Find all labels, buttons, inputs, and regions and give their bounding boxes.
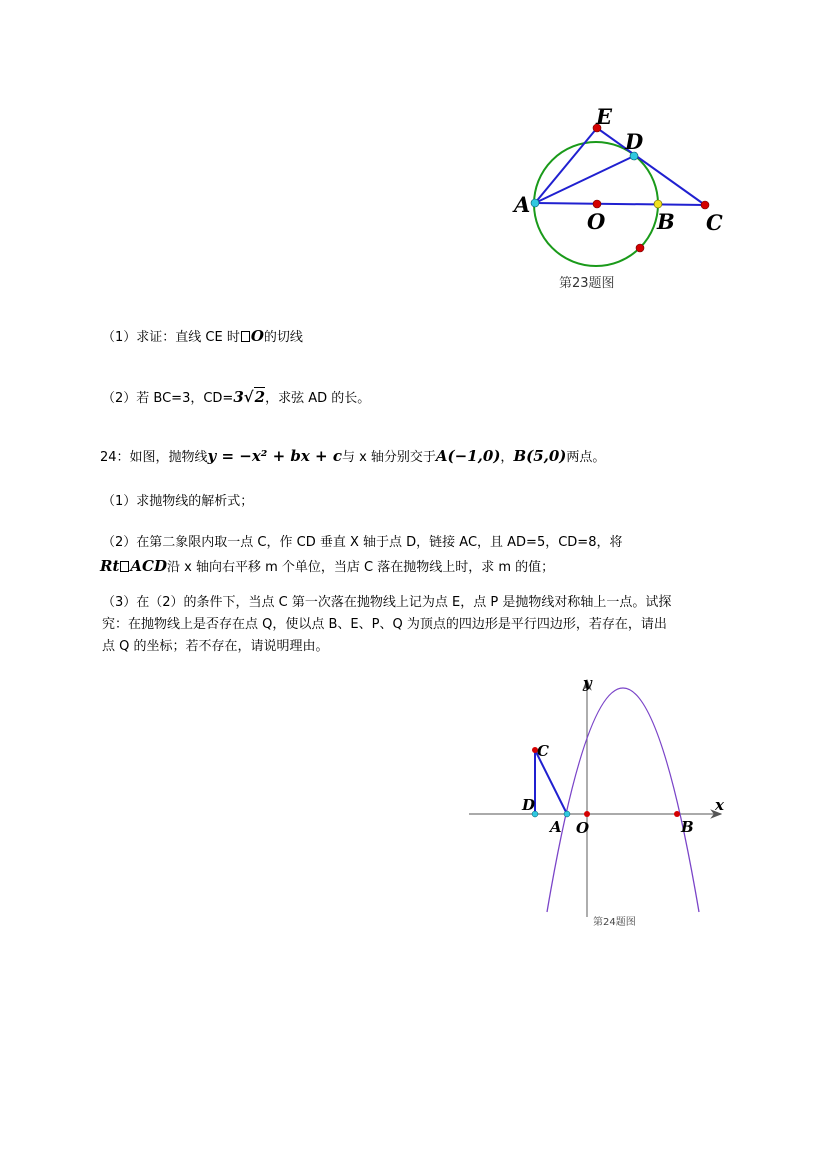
figure-24 bbox=[465, 672, 735, 937]
q23-part1-suffix: 的切线 bbox=[263, 330, 303, 345]
label-d: D bbox=[625, 129, 644, 154]
q24-part2-line1: （2）在第二象限内取一点 C，作 CD 垂直 X 轴于点 D，链接 AC，且 AD=5，CD=8，将 bbox=[102, 535, 623, 550]
rt-symbol: Rt bbox=[100, 557, 120, 575]
figure-23 bbox=[500, 100, 740, 300]
segment-ae bbox=[535, 128, 597, 203]
point-c bbox=[701, 201, 709, 209]
label-o: O bbox=[587, 209, 606, 234]
q24-part3-line2: 究：在抛物线上是否存在点 Q，使以点 B、E、P、Q 为顶点的四边形是平行四边形，若存在，请出 bbox=[102, 617, 667, 632]
triangle-symbol bbox=[120, 561, 129, 572]
circle-name: O bbox=[250, 327, 264, 345]
label-o24: O bbox=[576, 819, 590, 837]
point-a bbox=[531, 199, 539, 207]
point-b-coords: B(5,0) bbox=[513, 447, 567, 465]
triangle-name: ACD bbox=[130, 557, 167, 575]
point-o bbox=[593, 200, 601, 208]
q24-part3-line1: （3）在（2）的条件下，当点 C 第一次落在抛物线上记为点 E，点 P 是抛物线对称轴上一点。试探 bbox=[102, 595, 672, 610]
q24-part2-line2 bbox=[100, 556, 554, 578]
label-b24: B bbox=[681, 818, 694, 836]
q24-part2-text: 沿 x 轴向右平移 m 个单位，当店 C 落在抛物线上时，求 m 的值； bbox=[167, 560, 555, 575]
label-x: x bbox=[715, 796, 724, 814]
q24-intro-suffix: 两点。 bbox=[566, 450, 606, 465]
label-a24: A bbox=[550, 818, 562, 836]
point-o24 bbox=[584, 811, 590, 817]
q23-part2 bbox=[102, 387, 370, 409]
label-d24: D bbox=[522, 796, 536, 814]
cd-value-radicand: 2 bbox=[254, 388, 266, 406]
label-y: y bbox=[583, 674, 592, 692]
parabola-curve bbox=[547, 688, 699, 912]
label-c: C bbox=[706, 210, 723, 235]
q23-part2-suffix: ，求弦 AD 的长。 bbox=[265, 391, 371, 406]
point-b bbox=[654, 200, 662, 208]
label-a: A bbox=[514, 192, 531, 217]
q24-intro-prefix: 24：如图，抛物线 bbox=[100, 450, 208, 465]
q23-part2-prefix: （2）若 BC=3，CD= bbox=[102, 391, 234, 406]
label-e: E bbox=[596, 104, 613, 129]
q24-part1: （1）求抛物线的解析式； bbox=[102, 494, 254, 509]
q24-part3-line3: 点 Q 的坐标；若不存在，请说明理由。 bbox=[102, 639, 329, 654]
point-a-coords: A(−1,0) bbox=[435, 447, 501, 465]
label-c24: C bbox=[537, 742, 549, 760]
circle-symbol bbox=[241, 331, 250, 342]
label-b: B bbox=[657, 209, 675, 234]
figure-24-caption: 第24题图 bbox=[593, 917, 636, 928]
parabola-equation: y = −x² + bx + c bbox=[207, 447, 342, 465]
q23-part1-prefix: （1）求证：直线 CE 时 bbox=[102, 330, 240, 345]
cd-value-coef: 3 bbox=[233, 388, 244, 406]
segment-ac bbox=[535, 203, 705, 205]
q23-part1 bbox=[102, 326, 303, 348]
sqrt-sign: √ bbox=[243, 388, 254, 406]
q24-sep: ， bbox=[500, 450, 514, 465]
point-extra bbox=[636, 244, 644, 252]
q24-intro-mid: 与 x 轴分别交于 bbox=[341, 450, 436, 465]
q24-intro bbox=[100, 446, 605, 468]
point-b24 bbox=[674, 811, 680, 817]
point-a24 bbox=[564, 811, 570, 817]
figure-23-caption: 第23题图 bbox=[559, 276, 615, 291]
